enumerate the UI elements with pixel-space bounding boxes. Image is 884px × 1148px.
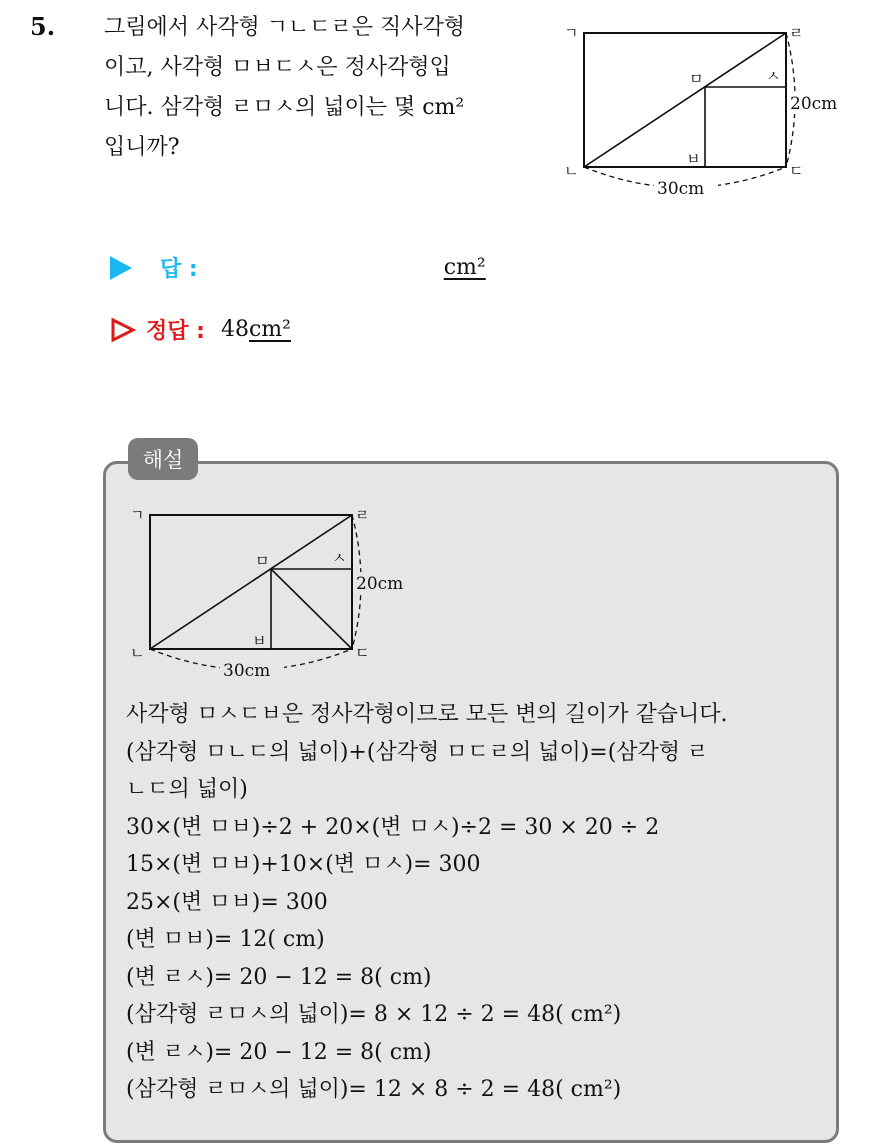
vertex-label-b: ㅂ xyxy=(686,150,701,168)
explanation-tab: 해설 xyxy=(128,438,198,480)
vertex-label-d: ㄷ xyxy=(355,644,370,662)
vertex-label-l: ㄹ xyxy=(355,506,370,524)
correct-answer-value: 48 xyxy=(220,317,249,342)
question-line: 그림에서 사각형 ㄱㄴㄷㄹ은 직사각형 xyxy=(104,15,466,40)
explanation-line: (삼각형 ㅁㄴㄷ의 넓이)+(삼각형 ㅁㄷㄹ의 넓이)=(삼각형 ㄹ xyxy=(126,739,709,765)
explanation-line: (삼각형 ㄹㅁㅅ의 넓이)= 8 × 12 ÷ 2 = 48( cm²) xyxy=(126,1002,622,1027)
vertex-label-g: ㄱ xyxy=(564,24,579,42)
question-line: 니다. 삼각형 ㄹㅁㅅ의 넓이는 몇 cm² xyxy=(104,95,465,120)
width-label: 30cm xyxy=(223,661,271,681)
explanation-text xyxy=(126,696,826,1109)
explanation-line: (삼각형 ㄹㅁㅅ의 넓이)= 12 × 8 ÷ 2 = 48( cm²) xyxy=(126,1077,622,1102)
vertex-label-d: ㄷ xyxy=(789,162,804,180)
answer-unit: cm² xyxy=(443,255,486,280)
diagonal-line xyxy=(150,515,352,649)
correct-answer-unit: cm² xyxy=(248,317,291,342)
vertex-label-m: ㅁ xyxy=(689,70,704,88)
vertex-label-n: ㄴ xyxy=(130,644,145,662)
correct-answer-row xyxy=(110,314,291,345)
explanation-figure xyxy=(122,500,432,686)
vertex-label-n: ㄴ xyxy=(564,162,579,180)
vertex-label-m: ㅁ xyxy=(255,552,270,570)
explanation-line: (변 ㄹㅅ)= 20 − 12 = 8( cm) xyxy=(126,1039,432,1065)
diagonal-line xyxy=(584,33,786,167)
question-line: 이고, 사각형 ㅁㅂㄷㅅ은 정사각형입 xyxy=(104,55,451,80)
vertex-label-s: ㅅ xyxy=(766,67,781,85)
question-number: 5. xyxy=(30,12,56,41)
explanation-line: 15×(변 ㅁㅂ)+10×(변 ㅁㅅ)= 300 xyxy=(126,852,481,877)
answer-row xyxy=(110,252,486,283)
vertex-label-b: ㅂ xyxy=(252,632,267,650)
explanation-line: (변 ㅁㅂ)= 12( cm) xyxy=(126,927,325,952)
vertex-label-s: ㅅ xyxy=(332,549,347,567)
question-text xyxy=(104,8,534,168)
question-line: 입니까? xyxy=(104,135,180,160)
outline-triangle-icon xyxy=(110,317,136,343)
explanation-line: 사각형 ㅁㅅㄷㅂ은 정사각형이므로 모든 변의 길이가 같습니다. xyxy=(126,702,728,727)
correct-answer-label: 정답 : xyxy=(146,319,205,344)
explanation-line: 25×(변 ㅁㅂ)= 300 xyxy=(126,889,328,915)
explanation-line: 30×(변 ㅁㅂ)÷2 + 20×(변 ㅁㅅ)÷2 = 30 × 20 ÷ 2 xyxy=(126,814,660,840)
height-label: 20cm xyxy=(356,574,404,594)
explanation-line: ㄴㄷ의 넓이) xyxy=(126,777,248,802)
answer-label: 답 : xyxy=(160,257,198,282)
question-figure xyxy=(556,18,856,204)
play-icon xyxy=(110,256,132,280)
explanation-line: (변 ㄹㅅ)= 20 − 12 = 8( cm) xyxy=(126,964,432,990)
square-diagonal xyxy=(271,569,352,649)
height-label: 20cm xyxy=(790,94,838,114)
vertex-label-l: ㄹ xyxy=(789,24,804,42)
vertex-label-g: ㄱ xyxy=(130,506,145,524)
width-label: 30cm xyxy=(657,179,705,199)
